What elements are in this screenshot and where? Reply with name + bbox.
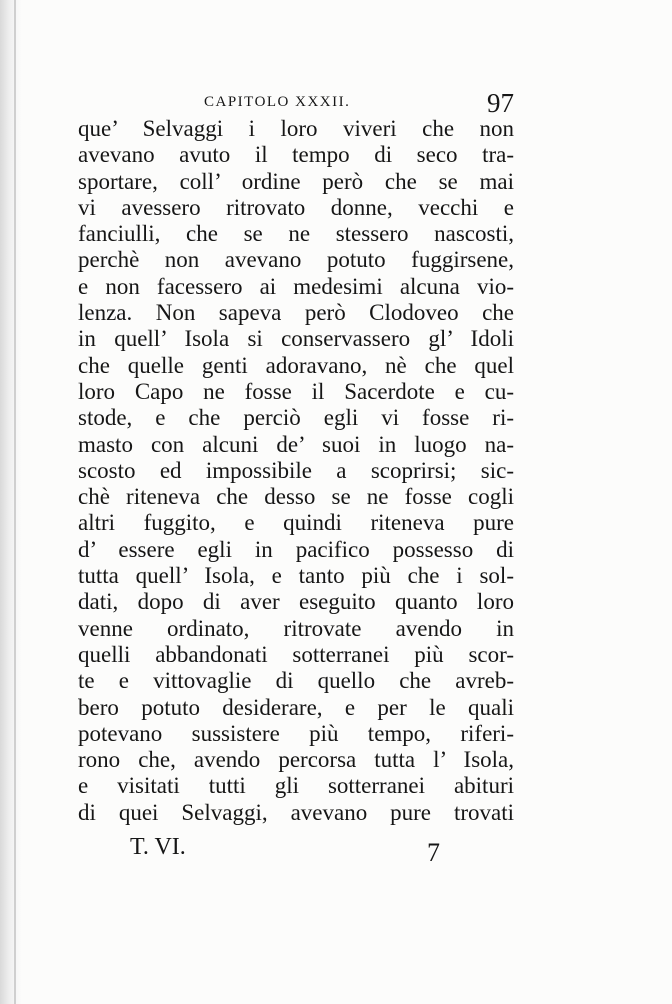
text-line: scosto ed impossibile a scoprirsi; sic- xyxy=(78,457,514,483)
text-line: masto con alcuni de’ suoi in luogo na- xyxy=(78,431,514,457)
text-line: d’ essere egli in pacifico possesso di xyxy=(78,536,514,562)
page-footer xyxy=(78,834,514,874)
text-line: bero potuto desiderare, e per le quali xyxy=(78,694,514,720)
page-number: 97 xyxy=(487,88,514,118)
signature-mark: T. VI. xyxy=(130,834,186,860)
text-line: di quei Selvaggi, avevano pure trovati xyxy=(78,799,514,825)
text-line: tutta quell’ Isola, e tanto più che i sol- xyxy=(78,563,514,589)
text-line: que’ Selvaggi i loro viveri che non xyxy=(78,116,514,141)
text-line: e non facessero ai medesimi alcuna vio- xyxy=(78,273,514,299)
body-text xyxy=(78,116,514,826)
text-line: altri fuggito, e quindi riteneva pure xyxy=(78,510,514,536)
text-line: stode, e che perciò egli vi fosse ri- xyxy=(78,405,514,431)
page-binding-edge xyxy=(0,0,22,1004)
text-line: rono che, avendo percorsa tutta l’ Isola, xyxy=(78,747,514,773)
text-line: lenza. Non sapeva però Clodoveo che xyxy=(78,300,514,326)
text-line: che quelle genti adoravano, nè che quel xyxy=(78,352,514,378)
text-line: potevano sussistere più tempo, riferi- xyxy=(78,720,514,746)
text-line: loro Capo ne fosse il Sacerdote e cu- xyxy=(78,378,514,404)
text-line: in quell’ Isola si conservassero gl’ Idoli xyxy=(78,326,514,352)
text-line: dati, dopo di aver eseguito quanto loro xyxy=(78,589,514,615)
chapter-title: CAPITOLO XXXII. xyxy=(204,94,351,110)
text-line: avevano avuto il tempo di seco tra- xyxy=(78,142,514,168)
text-line: venne ordinato, ritrovate avendo in xyxy=(78,615,514,641)
text-line: te e vittovaglie di quello che avreb- xyxy=(78,668,514,694)
text-line: sportare, coll’ ordine però che se mai xyxy=(78,168,514,194)
text-line: chè riteneva che desso se ne fosse cogli xyxy=(78,484,514,510)
text-line: perchè non avevano potuto fuggirsene, xyxy=(78,247,514,273)
binding-shadow-line xyxy=(14,0,16,1004)
signature-number: 7 xyxy=(427,838,440,867)
text-line: fanciulli, che se ne stessero nascosti, xyxy=(78,221,514,247)
text-line: e visitati tutti gli sotterranei abituri xyxy=(78,773,514,799)
text-line: vi avessero ritrovato donne, vecchi e xyxy=(78,194,514,220)
text-line: quelli abbandonati sotterranei più scor- xyxy=(78,641,514,667)
